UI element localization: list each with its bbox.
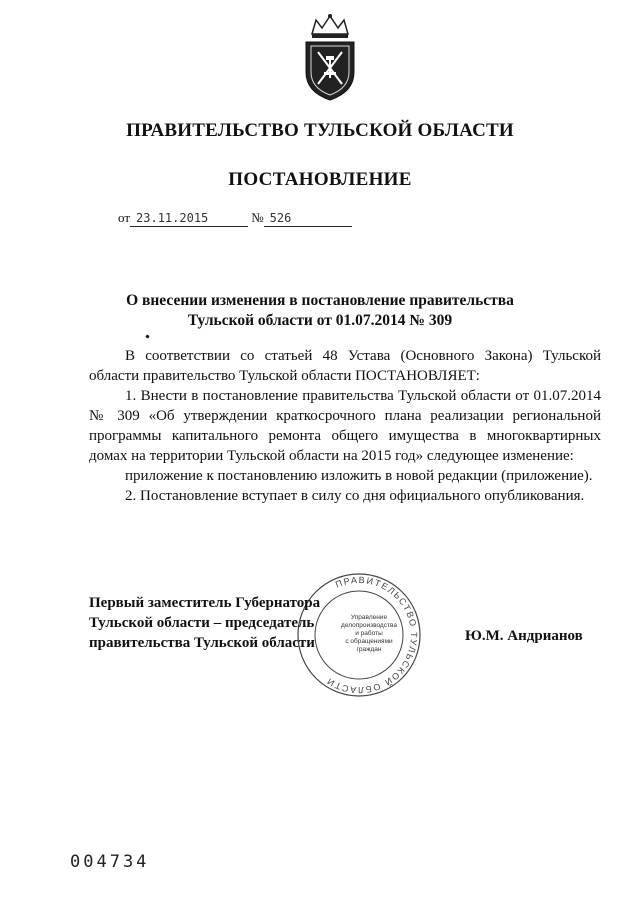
body-paragraph: 1. Внести в постановление правительства Тульской области от 01.07.2014 № 309 «Об утверждении краткосрочного плана реализации региональной программы капитального ремонта общего имущества в многоквартирных домах на территории Тульской области на 2015 год» следующее изменение: bbox=[89, 388, 601, 464]
signer-line: правительства Тульской области bbox=[89, 635, 315, 651]
stamp-line: и работы bbox=[355, 630, 383, 637]
document-meta bbox=[118, 210, 352, 227]
signer-name: Ю.М. Андрианов bbox=[465, 628, 583, 644]
signer-position bbox=[89, 593, 320, 653]
number-prefix: № bbox=[251, 210, 264, 225]
stamp-line: Управление bbox=[350, 614, 388, 621]
subject-line: О внесении изменения в постановление правительства bbox=[126, 292, 514, 309]
signer-line: Первый заместитель Губернатора bbox=[89, 595, 321, 611]
stamp-inner-text bbox=[338, 614, 400, 654]
ink-mark bbox=[145, 334, 149, 338]
body-paragraph: приложение к постановлению изложить в новой редакции (приложение). bbox=[125, 468, 593, 484]
date-prefix: от bbox=[118, 210, 131, 225]
document-body bbox=[89, 346, 601, 506]
coat-of-arms-icon bbox=[298, 12, 362, 102]
document-type: ПОСТАНОВЛЕНИЕ bbox=[228, 169, 412, 190]
government-title: ПРАВИТЕЛЬСТВО ТУЛЬСКОЙ ОБЛАСТИ bbox=[126, 120, 514, 141]
signer-line: Тульской области – председатель bbox=[89, 615, 315, 631]
stamp-line: граждан bbox=[356, 646, 382, 653]
body-paragraph: 2. Постановление вступает в силу со дня официального опубликования. bbox=[125, 488, 585, 504]
stamp-ring-text: ПРАВИТЕЛЬСТВО ТУЛЬСКОЙ ОБЛАСТИ bbox=[324, 574, 420, 696]
serial-number: 004734 bbox=[70, 852, 150, 872]
stamp-line: делопроизводства bbox=[341, 622, 397, 629]
document-date: 23.11.2015 bbox=[130, 211, 248, 227]
subject-line: Тульской области от 01.07.2014 № 309 bbox=[187, 312, 453, 329]
stamp-line: с обращениями bbox=[345, 638, 393, 645]
body-paragraph: В соответствии со статьей 48 Устава (Основного Закона) Тульской области правительство Тульской области ПОСТАНОВЛЯЕТ: bbox=[89, 348, 601, 384]
document-number: 526 bbox=[264, 211, 352, 227]
document-subject bbox=[0, 291, 640, 331]
